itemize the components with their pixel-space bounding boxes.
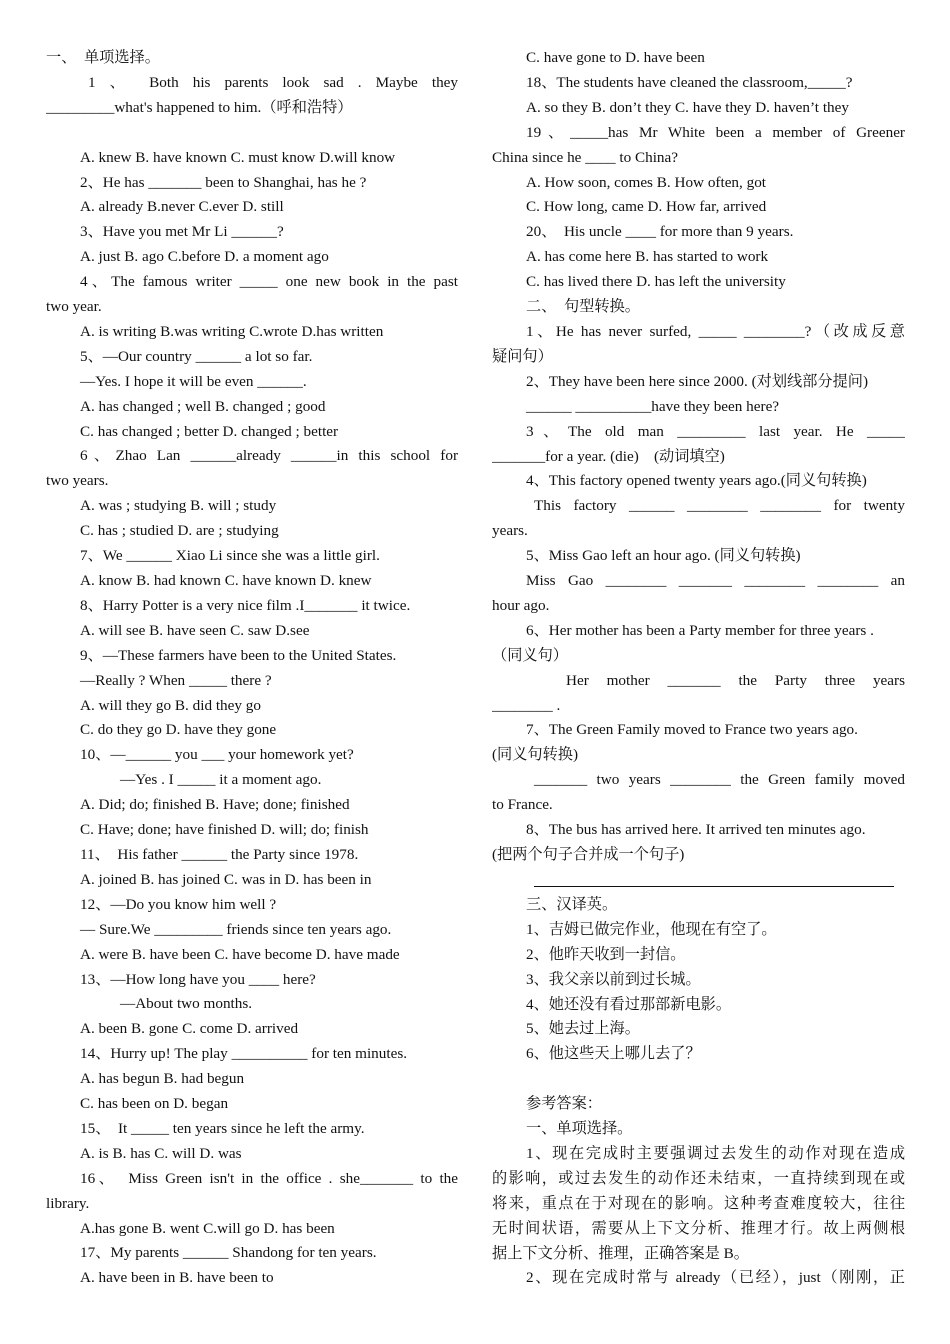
left-line: two year. <box>46 298 102 316</box>
right-line: hour ago. <box>492 596 550 614</box>
right-line: 8、The bus has arrived here. It arrived ten minutes ago. <box>526 821 866 839</box>
left-line: A. Did; do; finished B. Have; done; finished <box>80 796 350 814</box>
right-line: A. How soon, comes B. How often, got <box>526 173 767 191</box>
left-line: 17、My parents ______ Shandong for ten years. <box>80 1244 377 1262</box>
right-line: Miss Gao ________ _______ ________ ________ an <box>526 572 905 590</box>
right-line: 3、我父亲以前到过长城。 <box>526 970 701 988</box>
left-line: A. joined B. has joined C. was in D. has been in <box>80 870 372 888</box>
left-line: A. have been in B. have been to <box>80 1269 274 1287</box>
left-line: —Really ? When _____ there ? <box>80 671 272 689</box>
left-line: A. been B. gone C. come D. arrived <box>80 1020 299 1038</box>
left-line: 12、—Do you know him well ? <box>80 895 277 913</box>
right-line: (把两个句子合并成一个句子) <box>492 846 685 863</box>
right-line: (同义句转换) <box>492 746 579 764</box>
right-line: 6、他这些天上哪儿去了？ <box>526 1045 701 1063</box>
right-line <box>534 868 894 887</box>
left-line: 11、 His father ______ the Party since 1978. <box>80 845 359 863</box>
right-line: _______ two years ________ the Green family moved <box>534 771 905 789</box>
left-line: —Yes. I hope it will be even ______. <box>80 372 307 390</box>
right-line: _______for a year. (die) (动词填空) <box>492 447 725 465</box>
left-line: A. has changed ; well B. changed ; good <box>80 397 326 415</box>
left-line: 6、Zhao Lan ______already ______in this school for <box>80 447 458 465</box>
right-line: 1、现在完成时主要强调过去发生的动作对现在造成 <box>526 1144 905 1162</box>
left-line: C. Have; done; have finished D. will; do; finish <box>80 821 369 839</box>
right-line: to France. <box>492 796 553 814</box>
right-line: C. How long, came D. How far, arrived <box>526 198 767 216</box>
left-line: 10、—______ you ___ your homework yet? <box>80 746 354 764</box>
left-line: —About two months. <box>120 995 253 1013</box>
right-line: 7、The Green Family moved to France two years ago. <box>526 721 858 739</box>
right-line: 5、她去过上海。 <box>526 1020 640 1038</box>
left-line <box>46 121 458 146</box>
left-line: A. were B. have been C. have become D. have made <box>80 945 400 963</box>
right-line: 一、单项选择。 <box>526 1120 633 1138</box>
left-line: library. <box>46 1194 90 1212</box>
left-line: 2、He has _______ been to Shanghai, has he ? <box>80 173 367 191</box>
left-column <box>46 46 458 1291</box>
right-line: 2、他昨天收到一封信。 <box>526 945 686 963</box>
right-line: ________ . <box>492 696 561 714</box>
left-line: C. do they go D. have they gone <box>80 721 277 739</box>
left-line: A. will see B. have seen C. saw D.see <box>80 621 310 639</box>
right-column <box>492 46 905 1291</box>
right-line: 20、 His uncle ____ for more than 9 years. <box>526 223 794 241</box>
right-line: 1、He has never surfed, _____ ________?（改成反意 <box>526 322 905 340</box>
left-line: A. will they go B. did they go <box>80 696 261 714</box>
left-line: 15、 It _____ ten years since he left the army. <box>80 1119 365 1137</box>
left-line: A. is B. has C. will D. was <box>80 1144 242 1162</box>
right-line: C. have gone to D. have been <box>526 49 705 66</box>
left-line: 14、Hurry up! The play __________ for ten minutes. <box>80 1045 408 1063</box>
right-line: 18、The students have cleaned the classroom,_____? <box>526 73 853 91</box>
right-line: 4、This factory opened twenty years ago.(同义句转换) <box>526 472 867 490</box>
right-line: 3、The old man _________ last year. He _____ <box>526 422 905 440</box>
right-line: 4、她还没有看过那部新电影。 <box>526 995 732 1013</box>
left-line: 4、The famous writer _____ one new book in the past <box>80 273 458 291</box>
left-line: C. has ; studied D. are ; studying <box>80 522 279 540</box>
right-line <box>492 1067 905 1092</box>
right-line: years. <box>492 522 528 540</box>
right-line: This factory ______ ________ ________ for twenty <box>534 497 905 515</box>
left-line: A. was ; studying B. will ; study <box>80 497 277 515</box>
left-line: A.has gone B. went C.will go D. has been <box>80 1219 335 1237</box>
left-line: C. has been on D. began <box>80 1095 229 1113</box>
right-line: 的影响，或过去发生的动作还未结束，一直持续到现在或 <box>492 1169 905 1187</box>
left-line: 7、We ______ Xiao Li since she was a little girl. <box>80 547 380 565</box>
left-line: A. just B. ago C.before D. a moment ago <box>80 248 329 266</box>
right-line: 参考答案： <box>526 1095 602 1113</box>
left-line: A. know B. had known C. have known D. knew <box>80 572 372 590</box>
right-line: 1、吉姆已做完作业，他现在有空了。 <box>526 920 777 938</box>
right-line: C. has lived there D. has left the university <box>526 273 786 291</box>
left-line: 16、 Miss Green isn't in the office . she_______ to the <box>80 1169 458 1187</box>
right-line: 二、 句型转换。 <box>526 298 640 316</box>
right-line: 6、Her mother has been a Party member for three years . <box>526 621 874 639</box>
right-line: 无时间状语，需要从上下文分析、推理才行。故上两侧根 <box>492 1219 905 1237</box>
right-line: 疑问句） <box>492 347 553 365</box>
left-line: A. knew B. have known C. must know D.will know <box>80 148 396 166</box>
left-line: _________what's happened to him.（呼和浩特） <box>46 98 353 116</box>
left-line: A. has begun B. had begun <box>80 1070 245 1088</box>
left-line: 9、—These farmers have been to the United States. <box>80 646 397 664</box>
right-line: Her mother _______ the Party three years <box>566 671 905 689</box>
right-line: 2、They have been here since 2000. (对划线部分提问) <box>526 372 869 390</box>
right-line: 2、现在完成时常与 already（已经），just（刚刚，正 <box>526 1269 905 1287</box>
left-line: —Yes . I _____ it a moment ago. <box>120 771 322 789</box>
left-line: A. already B.never C.ever D. still <box>80 198 284 216</box>
left-line: 13、—How long have you ____ here? <box>80 970 316 988</box>
left-line: 3、Have you met Mr Li ______? <box>80 223 284 241</box>
right-line: 5、Miss Gao left an hour ago. (同义句转换) <box>526 547 801 565</box>
right-line: A. so they B. don’t they C. have they D. haven’t they <box>526 98 849 116</box>
right-line: 三、汉译英。 <box>526 895 618 913</box>
left-line: C. has changed ; better D. changed ; better <box>80 422 339 440</box>
left-line: 1 、 Both his parents look sad . Maybe they <box>88 73 458 91</box>
left-line: A. is writing B.was writing C.wrote D.has written <box>80 322 384 340</box>
right-line: 19、_____has Mr White been a member of Greener <box>526 123 905 141</box>
right-line: A. has come here B. has started to work <box>526 248 769 266</box>
right-line: China since he ____ to China? <box>492 148 679 166</box>
left-line: — Sure.We _________ friends since ten years ago. <box>80 920 392 938</box>
left-line: 8、Harry Potter is a very nice film .I_______ it twice. <box>80 596 411 614</box>
left-line: two years. <box>46 472 109 490</box>
right-line: （同义句） <box>492 646 568 664</box>
right-line: 据上下文分析、推理，正确答案是 B。 <box>492 1244 749 1262</box>
right-line: 将来，重点在于对现在的影响。这种考查难度较大，往往 <box>492 1194 905 1212</box>
left-line: 一、 单项选择。 <box>46 49 160 66</box>
left-line: 5、—Our country ______ a lot so far. <box>80 347 313 365</box>
right-line: ______ __________have they been here? <box>526 397 780 415</box>
